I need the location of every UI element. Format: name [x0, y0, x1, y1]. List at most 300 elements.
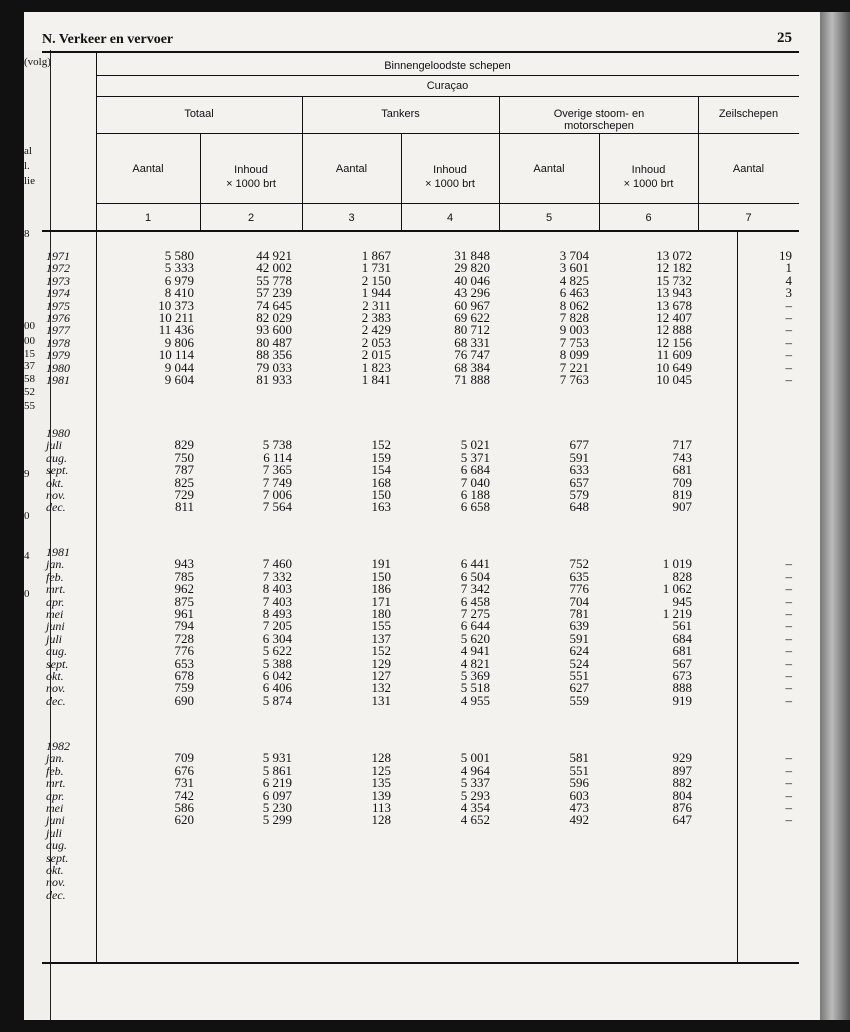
row-label-year: 1971: [46, 249, 70, 263]
table-cell: –: [785, 372, 792, 387]
row-label: 1972: [46, 261, 70, 276]
table-cell: 639: [569, 618, 589, 634]
edge-fragment: 00: [24, 320, 35, 332]
table-cell: –: [785, 787, 792, 803]
row-label: juli: [46, 438, 63, 453]
table-cell: 10 373: [158, 297, 194, 313]
table-cell: 709: [174, 750, 194, 766]
row-label: sept.: [46, 463, 69, 478]
table-cell: 648: [569, 499, 589, 515]
table-cell: 5 369: [460, 668, 490, 683]
table-cell: 4: [785, 272, 792, 288]
table-cell: 5 230: [262, 800, 292, 815]
row-label: dec.: [46, 887, 66, 902]
table-cell: 12 888: [656, 322, 692, 338]
table-cell: 6 188: [460, 487, 490, 502]
row-label-year: 1982: [46, 739, 70, 753]
table-cell: 88 356: [256, 347, 292, 363]
table-cell: –: [785, 762, 792, 778]
table-cell: 1 867: [361, 248, 391, 263]
table-cell: 1 944: [361, 285, 391, 301]
table-cell: 787: [174, 462, 194, 478]
table-cell: 5 333: [164, 260, 194, 276]
table-cell: 31 848: [454, 248, 490, 263]
row-label: 1979: [46, 348, 70, 363]
edge-fragment: 55: [24, 400, 35, 412]
edge-fragment: 0: [24, 510, 30, 522]
table-cell: 4 354: [460, 800, 490, 815]
edge-fragment: 37: [24, 360, 35, 372]
table-cell: 888: [672, 680, 692, 696]
table-cell: 7 221: [559, 359, 589, 375]
table-cell: 93 600: [256, 322, 292, 338]
table-cell: 929: [672, 750, 692, 766]
table-cell: –: [785, 347, 792, 363]
table-cell: 5 931: [262, 750, 292, 766]
table-cell: 9 044: [164, 359, 194, 375]
table-cell: 6 042: [262, 668, 292, 683]
table-cell: 57 239: [256, 285, 292, 301]
row-label-year: 1981: [46, 545, 70, 559]
table-cell: 6 441: [460, 556, 490, 572]
table-cell: –: [785, 334, 792, 350]
table-cell: –: [785, 322, 792, 338]
table-cell: –: [785, 775, 792, 791]
table-cell: 596: [569, 775, 589, 791]
region-header: Curaçao: [426, 80, 469, 92]
table-cell: 159: [371, 449, 391, 465]
table-cell: 829: [174, 437, 194, 453]
table-cell: 743: [672, 449, 692, 465]
table-cell: –: [785, 692, 792, 708]
table-cell: 742: [174, 787, 194, 803]
column-header: Aantal: [335, 163, 368, 175]
row-label: sept.: [46, 656, 69, 671]
table-cell: 620: [174, 812, 194, 828]
table-cell: 6 304: [262, 630, 292, 646]
table-cell: 828: [672, 568, 692, 584]
table-cell: 7 460: [262, 556, 292, 572]
column-header: Inhoud × 1000 brt: [623, 164, 674, 190]
row-label: mrt.: [46, 582, 66, 597]
row-label: nov.: [46, 681, 66, 696]
row-label: juli: [46, 631, 63, 646]
edge-fragment: lie: [24, 175, 35, 187]
table-cell: –: [785, 581, 792, 597]
table-cell: 168: [371, 474, 391, 490]
table-divider: [737, 231, 738, 962]
table-cell: 876: [672, 800, 692, 815]
table-cell: 7 040: [460, 474, 490, 490]
table-cell: 657: [569, 474, 589, 490]
row-label-year: 1980: [46, 426, 70, 440]
table-cell: 579: [569, 487, 589, 502]
table-cell: 6 979: [164, 272, 194, 288]
table-cell: 8 410: [164, 285, 194, 301]
table-cell: 43 296: [454, 285, 490, 301]
table-cell: 6 644: [460, 618, 490, 634]
table-cell: 5 518: [460, 680, 490, 696]
table-cell: 776: [569, 581, 589, 597]
table-cell: 10 114: [158, 347, 194, 363]
table-cell: 132: [371, 680, 391, 696]
row-label: aug.: [46, 644, 67, 659]
row-label: nov.: [46, 875, 66, 890]
table-cell: –: [785, 359, 792, 375]
table-cell: –: [785, 310, 792, 325]
table-cell: 154: [371, 462, 391, 478]
table-cell: 7 332: [262, 568, 292, 584]
table-cell: 113: [371, 800, 391, 815]
table-cell: 155: [371, 618, 391, 634]
row-label: dec.: [46, 500, 66, 515]
table-cell: 10 649: [656, 359, 692, 375]
table-cell: 68 331: [454, 334, 490, 350]
table-cell: 131: [371, 692, 391, 708]
table-cell: 7 006: [262, 487, 292, 502]
table-cell: 7 763: [559, 372, 589, 387]
table-cell: 882: [672, 775, 692, 791]
table-cell: 567: [672, 655, 692, 671]
table-cell: 825: [174, 474, 194, 490]
table-cell: –: [785, 297, 792, 313]
row-label: feb.: [46, 763, 64, 778]
table-cell: 163: [371, 499, 391, 515]
column-number: 7: [745, 212, 752, 224]
table-cell: 473: [569, 800, 589, 815]
table-cell: 150: [371, 487, 391, 502]
table-cell: 19: [779, 248, 792, 263]
table-cell: 137: [371, 630, 391, 646]
table-cell: 819: [672, 487, 692, 502]
edge-fragment: 4: [24, 550, 30, 562]
row-label: okt.: [46, 669, 64, 683]
table-cell: 591: [569, 449, 589, 465]
table-cell: 551: [569, 762, 589, 778]
table-cell: 135: [371, 775, 391, 791]
table-cell: 731: [174, 775, 194, 791]
column-number: 4: [446, 212, 454, 224]
table-cell: 804: [672, 787, 692, 803]
table-cell: 55 778: [256, 272, 292, 288]
table-cell: 781: [569, 606, 589, 621]
table-cell: 29 820: [454, 260, 490, 276]
table-cell: 897: [672, 762, 692, 778]
table-cell: 3 601: [559, 260, 589, 276]
edge-fragment: 52: [24, 386, 35, 398]
row-label: aug.: [46, 838, 67, 853]
table-cell: 3 704: [559, 248, 589, 263]
table-cell: 80 487: [256, 334, 292, 350]
group-header-totaal: Totaal: [184, 108, 214, 120]
table-cell: 945: [672, 593, 692, 609]
edge-fragment: 00: [24, 335, 35, 347]
row-label: jan.: [46, 557, 65, 572]
table-cell: –: [785, 655, 792, 671]
table-cell: –: [785, 568, 792, 584]
table-cell: 2 311: [362, 297, 391, 313]
row-label: juni: [46, 619, 65, 634]
table-cell: 13 943: [656, 285, 692, 301]
table-cell: 40 046: [454, 272, 490, 288]
table-cell: 11 436: [158, 322, 194, 338]
table-cell: 5 337: [460, 775, 490, 791]
table-rule: [42, 230, 799, 232]
table-cell: 129: [371, 655, 391, 671]
table-cell: 60 967: [454, 297, 490, 313]
row-label: 1976: [46, 311, 70, 325]
table-cell: 681: [672, 643, 692, 659]
table-cell: 681: [672, 462, 692, 478]
table-cell: 5 861: [262, 762, 292, 778]
table-cell: 9 604: [164, 372, 194, 387]
table-cell: 7 275: [460, 606, 490, 621]
row-label: 1975: [46, 298, 70, 313]
table-cell: 79 033: [256, 359, 292, 375]
table-cell: 74 645: [256, 297, 292, 313]
table-cell: 677: [569, 437, 589, 453]
table-rule: [96, 203, 799, 204]
row-label: okt.: [46, 863, 64, 877]
table-cell: 5 371: [460, 449, 490, 465]
table-cell: 6 458: [460, 593, 490, 609]
table-cell: 15 732: [656, 272, 692, 288]
book-binding: [820, 12, 850, 1020]
table-cell: 5 021: [460, 437, 490, 453]
table-cell: 10 211: [158, 310, 194, 325]
table-cell: 5 293: [460, 787, 490, 803]
edge-fragment: l.: [24, 160, 30, 172]
table-cell: 6 219: [262, 775, 292, 791]
table-cell: 524: [569, 655, 589, 671]
table-cell: 13 678: [656, 297, 692, 313]
row-label: okt.: [46, 475, 64, 490]
document-page: [24, 12, 820, 1020]
table-cell: 186: [371, 581, 391, 597]
table-cell: 81 933: [256, 372, 292, 387]
table-cell: –: [785, 606, 792, 621]
table-bottom-rule: [42, 962, 799, 964]
table-cell: 785: [174, 568, 194, 584]
row-label: 1981: [46, 373, 70, 387]
column-number: 5: [545, 212, 553, 224]
table-cell: 4 964: [460, 762, 490, 778]
table-cell: 704: [569, 593, 589, 609]
table-cell: 8 099: [559, 347, 589, 363]
table-cell: 961: [174, 606, 194, 621]
row-label: aug.: [46, 450, 67, 465]
super-header: Binnengeloodste schepen: [384, 60, 511, 72]
table-cell: 4 652: [460, 812, 490, 828]
group-header-zeilschepen: Zeilschepen: [718, 108, 779, 120]
table-cell: 875: [174, 593, 194, 609]
table-cell: 919: [672, 692, 692, 708]
group-header-overige: Overige stoom- en motorschepen: [553, 108, 645, 132]
table-cell: 7 342: [460, 581, 490, 597]
row-label: sept.: [46, 850, 69, 865]
table-cell: 125: [371, 762, 391, 778]
table-cell: 5 738: [262, 437, 292, 453]
row-label: mei: [46, 607, 64, 621]
table-cell: 709: [672, 474, 692, 490]
table-cell: 1: [785, 260, 792, 276]
row-label: mei: [46, 801, 64, 815]
table-cell: 12 182: [656, 260, 692, 276]
table-cell: 152: [371, 643, 391, 659]
row-label: apr.: [46, 788, 65, 803]
row-label: 1978: [46, 335, 70, 350]
table-cell: 1 823: [361, 359, 391, 375]
column-number: 3: [348, 212, 355, 224]
table-cell: 7 403: [262, 593, 292, 609]
table-cell: 603: [569, 787, 589, 803]
row-label: 1974: [46, 286, 70, 301]
row-label: feb.: [46, 569, 64, 584]
table-cell: 5 620: [460, 630, 490, 646]
table-cell: 2 150: [361, 272, 391, 288]
table-cell: 7 753: [559, 334, 589, 350]
table-cell: 6 406: [262, 680, 292, 696]
table-cell: 128: [371, 812, 391, 828]
table-cell: 68 384: [454, 359, 490, 375]
table-cell: 2 053: [361, 334, 391, 350]
table-cell: –: [785, 680, 792, 696]
table-cell: 5 388: [262, 655, 292, 671]
table-cell: 2 383: [361, 310, 391, 325]
table-cell: 581: [569, 750, 589, 766]
table-cell: 180: [371, 606, 391, 621]
edge-fragment: 15: [24, 348, 35, 360]
table-cell: 9 806: [164, 334, 194, 350]
table-cell: 6 504: [460, 568, 490, 584]
table-cell: 627: [569, 680, 589, 696]
column-header: Aantal: [732, 163, 765, 175]
table-rule: [96, 75, 799, 76]
table-cell: –: [785, 618, 792, 634]
table-cell: 191: [371, 556, 391, 572]
row-label: mrt.: [46, 776, 66, 791]
table-cell: 962: [174, 581, 194, 597]
table-cell: 7 564: [262, 499, 292, 515]
table-cell: 492: [569, 812, 589, 828]
table-cell: 750: [174, 449, 194, 465]
table-cell: 6 097: [262, 787, 292, 803]
table-cell: –: [785, 800, 792, 815]
table-cell: 139: [371, 787, 391, 803]
table-cell: 717: [672, 437, 692, 453]
row-label: dec.: [46, 693, 66, 708]
edge-fragment: (volg): [24, 56, 51, 68]
table-cell: 12 156: [656, 334, 692, 350]
row-label: jan.: [46, 751, 65, 766]
row-label: juli: [46, 825, 63, 840]
table-cell: 794: [174, 618, 194, 634]
edge-fragment: 58: [24, 373, 35, 385]
column-number: 6: [645, 212, 652, 224]
table-cell: 127: [371, 668, 391, 683]
table-cell: 684: [672, 630, 692, 646]
table-cell: 635: [569, 568, 589, 584]
table-cell: 8 403: [262, 581, 292, 597]
table-cell: 171: [371, 593, 391, 609]
table-cell: 2 015: [361, 347, 391, 363]
edge-fragment: 9: [24, 468, 30, 480]
table-cell: 1 219: [662, 606, 692, 621]
table-cell: 11 609: [656, 347, 692, 363]
table-cell: 3: [785, 285, 792, 301]
table-cell: 591: [569, 630, 589, 646]
table-cell: 676: [174, 762, 194, 778]
table-divider: [96, 52, 97, 962]
table-cell: –: [785, 556, 792, 572]
table-cell: 752: [569, 556, 589, 572]
row-label: nov.: [46, 488, 66, 502]
table-rule: [96, 133, 799, 134]
table-cell: 8 493: [262, 606, 292, 621]
table-cell: 561: [672, 618, 692, 634]
table-cell: 6 684: [460, 462, 490, 478]
table-cell: 71 888: [454, 372, 490, 387]
table-cell: 128: [371, 750, 391, 766]
table-cell: 8 062: [559, 297, 589, 313]
table-cell: 811: [174, 499, 194, 515]
column-header: Inhoud × 1000 brt: [425, 164, 475, 190]
table-cell: 2 429: [361, 322, 391, 338]
table-cell: 1 731: [361, 260, 391, 276]
table-cell: –: [785, 812, 792, 828]
table-cell: 9 003: [559, 322, 589, 338]
table-cell: 776: [174, 643, 194, 659]
row-label: 1980: [46, 360, 70, 375]
row-label: 1973: [46, 273, 70, 288]
table-cell: 80 712: [454, 322, 490, 338]
table-cell: 728: [174, 630, 194, 646]
section-title: N. Verkeer en vervoer: [42, 32, 174, 47]
group-header-tankers: Tankers: [381, 108, 420, 120]
table-cell: 624: [569, 643, 589, 659]
table-cell: 5 001: [460, 750, 490, 766]
table-cell: 7 828: [559, 310, 589, 325]
table-cell: 678: [174, 668, 194, 683]
table-cell: 907: [672, 499, 692, 515]
table-cell: –: [785, 643, 792, 659]
table-cell: 7 749: [262, 474, 292, 490]
table-cell: –: [785, 668, 792, 683]
table-cell: 82 029: [256, 310, 292, 325]
table-cell: 1 019: [662, 556, 692, 572]
column-number: 1: [144, 212, 152, 224]
table-cell: 12 407: [656, 310, 692, 325]
table-cell: 152: [371, 437, 391, 453]
table-cell: 69 622: [454, 310, 490, 325]
table-cell: –: [785, 593, 792, 609]
row-label: 1977: [46, 323, 70, 338]
table-cell: 759: [174, 680, 194, 696]
table-cell: 1 841: [361, 372, 391, 387]
table-cell: 4 821: [460, 655, 490, 671]
row-label: apr.: [46, 594, 65, 609]
column-header: Inhoud × 1000 brt: [226, 164, 276, 190]
table-cell: 729: [174, 487, 194, 502]
table-cell: 690: [174, 692, 194, 708]
edge-fragment: 0: [24, 588, 30, 600]
table-cell: 4 825: [559, 272, 589, 288]
table-cell: 7 205: [262, 618, 292, 634]
table-cell: 1 062: [662, 581, 692, 597]
table-cell: –: [785, 630, 792, 646]
table-cell: 647: [672, 812, 692, 828]
table-cell: 10 045: [656, 372, 692, 387]
